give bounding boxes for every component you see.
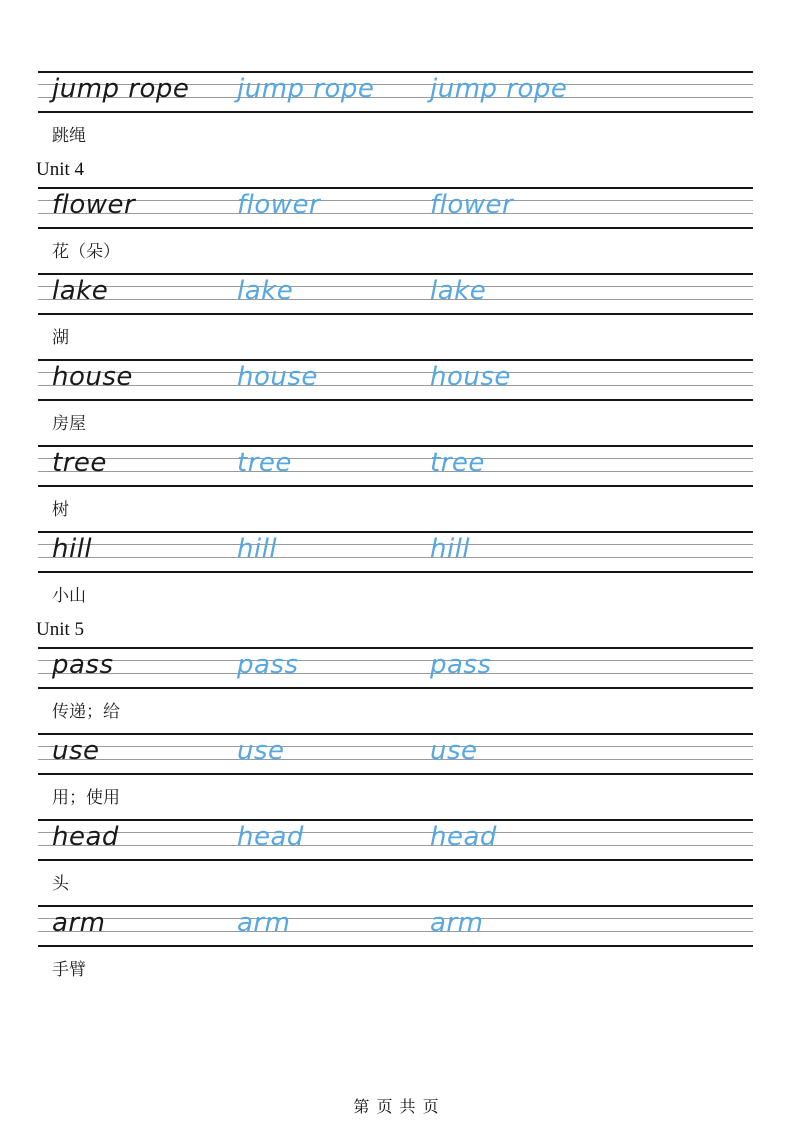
word-main: pass: [52, 650, 114, 680]
word-trace-2: arm: [430, 908, 484, 938]
word-trace-1: house: [237, 362, 318, 392]
word-trace-2: use: [430, 736, 478, 766]
meaning-label: 湖: [52, 328, 69, 348]
guide-line: [38, 845, 753, 846]
word-main: house: [52, 362, 133, 392]
word-row: [38, 71, 753, 145]
word-row: [38, 359, 753, 433]
practice-grid: [38, 71, 753, 113]
word-row: [38, 531, 753, 605]
word-trace-1: use: [237, 736, 285, 766]
guide-line: [38, 372, 753, 373]
practice-grid: [38, 819, 753, 861]
guide-line: [38, 471, 753, 472]
practice-grid: [38, 531, 753, 573]
word-trace-1: tree: [237, 448, 292, 478]
word-main: tree: [52, 448, 107, 478]
word-trace-2: lake: [430, 276, 487, 306]
practice-grid: [38, 905, 753, 947]
word-trace-2: flower: [430, 190, 514, 220]
word-trace-1: lake: [237, 276, 294, 306]
meaning-label: 用；使用: [52, 788, 120, 808]
word-trace-1: flower: [237, 190, 321, 220]
practice-grid: [38, 733, 753, 775]
word-main: hill: [52, 534, 93, 564]
practice-grid: [38, 445, 753, 487]
word-trace-1: head: [237, 822, 304, 852]
word-trace-2: jump rope: [430, 74, 568, 104]
guide-line: [38, 286, 753, 287]
word-trace-1: jump rope: [237, 74, 375, 104]
word-row: [38, 445, 753, 519]
word-main: arm: [52, 908, 106, 938]
meaning-label: 传递；给: [52, 702, 120, 722]
meaning-label: 树: [52, 500, 69, 520]
word-row: [38, 905, 753, 979]
word-trace-1: pass: [237, 650, 299, 680]
word-main: head: [52, 822, 119, 852]
practice-grid: [38, 359, 753, 401]
guide-line: [38, 458, 753, 459]
word-trace-2: house: [430, 362, 511, 392]
word-row: [38, 733, 753, 807]
guide-line: [38, 660, 753, 661]
word-trace-2: hill: [430, 534, 471, 564]
meaning-label: 头: [52, 874, 69, 894]
meaning-label: 花（朵）: [52, 242, 120, 262]
guide-line: [38, 200, 753, 201]
word-main: flower: [52, 190, 136, 220]
word-row: [38, 819, 753, 893]
guide-line: [38, 673, 753, 674]
word-main: lake: [52, 276, 109, 306]
guide-line: [38, 759, 753, 760]
meaning-label: 手臂: [52, 960, 86, 980]
unit-heading: Unit 4: [36, 159, 85, 180]
guide-line: [38, 213, 753, 214]
guide-line: [38, 746, 753, 747]
word-trace-1: arm: [237, 908, 291, 938]
word-row: [38, 273, 753, 347]
practice-grid: [38, 187, 753, 229]
word-row: [38, 187, 753, 261]
word-trace-2: tree: [430, 448, 485, 478]
meaning-label: 跳绳: [52, 126, 86, 146]
guide-line: [38, 931, 753, 932]
practice-grid: [38, 273, 753, 315]
word-row: [38, 647, 753, 721]
meaning-label: 房屋: [52, 414, 86, 434]
guide-line: [38, 299, 753, 300]
guide-line: [38, 832, 753, 833]
page-footer: 第 页 共 页: [353, 1097, 440, 1116]
word-trace-2: head: [430, 822, 497, 852]
guide-line: [38, 544, 753, 545]
guide-line: [38, 385, 753, 386]
guide-line: [38, 918, 753, 919]
practice-grid: [38, 647, 753, 689]
word-trace-1: hill: [237, 534, 278, 564]
guide-line: [38, 557, 753, 558]
unit-heading: Unit 5: [36, 619, 85, 640]
word-main: jump rope: [52, 74, 190, 104]
meaning-label: 小山: [52, 586, 86, 606]
word-main: use: [52, 736, 100, 766]
word-trace-2: pass: [430, 650, 492, 680]
word-list: [38, 71, 753, 991]
